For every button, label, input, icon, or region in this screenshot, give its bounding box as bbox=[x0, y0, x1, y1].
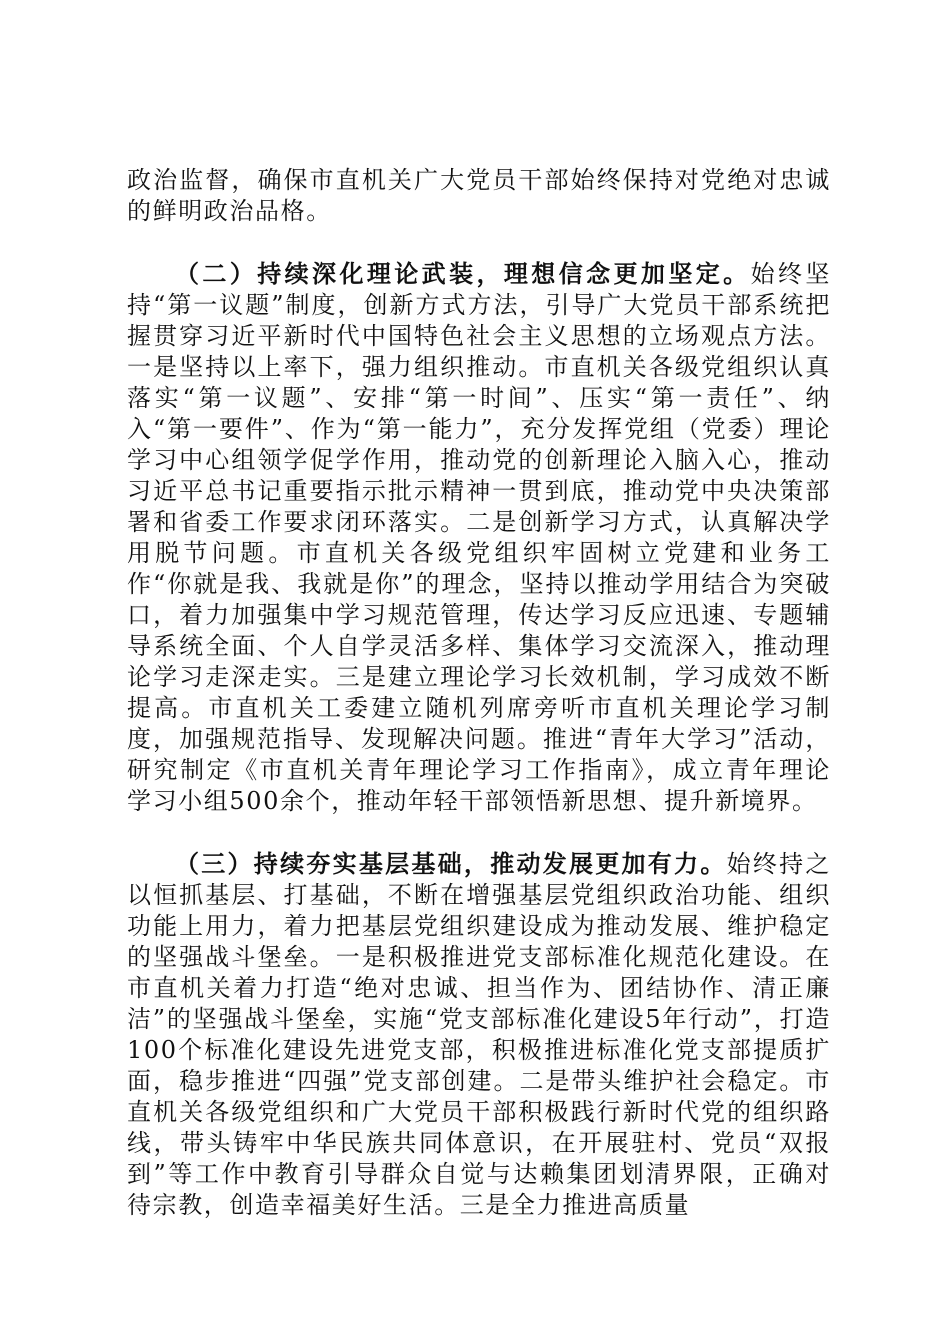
paragraph-text: 政治监督，确保市直机关广大党员干部始终保持对党绝对忠诚的鲜明政治品格。 bbox=[127, 166, 831, 225]
paragraph-text: 始终持之以恒抓基层、打基础，不断在增强基层党组织政治功能、组织功能上用力，着力把基层党组织建设成为推动发展、维护稳定的坚强战斗堡垒。一是积极推进党支部标准化规范化建设。在市直机关着力打造“绝对忠诚、担当作为、团结协作、清正廉洁”的坚强战斗堡垒，实施“党支部标准化建设5年行动”，打造100个标准化建设先进党支部，积极推进标准化党支部提质扩面，稳步推进“四强”党支部创建。二是带头维护社会稳定。市直机关各级党组织和广大党员干部积极践行新时代党的组织路线，带头铸牢中华民族共同体意识，在开展驻村、党员“双报到”等工作中教育引导群众自觉与达赖集团划清界限，正确对待宗教，创造幸福美好生活。三是全力推进高质量 bbox=[127, 850, 831, 1219]
section-heading: （二）持续深化理论武装，理想信念更加坚定。 bbox=[175, 259, 751, 288]
section-heading: （三）持续夯实基层基础，推动发展更加有力。 bbox=[175, 849, 727, 878]
paragraph-section-three bbox=[127, 848, 831, 1221]
paragraph-text: 始终坚持“第一议题”制度，创新方式方法，引导广大党员干部系统把握贯穿习近平新时代中国特色社会主义思想的立场观点方法。一是坚持以上率下，强力组织推动。市直机关各级党组织认真落实“第一议题”、安排“第一时间”、压实“第一责任”、纳入“第一要件”、作为“第一能力”，充分发挥党组（党委）理论学习中心组领学促学作用，推动党的创新理论入脑入心，推动习近平总书记重要指示批示精神一贯到底，推动党中央决策部署和省委工作要求闭环落实。二是创新学习方式，认真解决学用脱节问题。市直机关各级党组织牢固树立党建和业务工作“你就是我、我就是你”的理念，坚持以推动学用结合为突破口，着力加强集中学习规范管理，传达学习反应迅速、专题辅导系统全面、个人自学灵活多样、集体学习交流深入，推动理论学习走深走实。三是建立理论学习长效机制，学习成效不断提高。市直机关工委建立随机列席旁听市直机关理论学习制度，加强规范指导、发现解决问题。推进“青年大学习”活动，研究制定《市直机关青年理论学习工作指南》，成立青年理论学习小组500余个，推动年轻干部领悟新思想、提升新境界。 bbox=[127, 260, 831, 815]
document-body bbox=[127, 165, 831, 1221]
paragraph-continuation bbox=[127, 165, 831, 227]
paragraph-section-two bbox=[127, 258, 831, 817]
